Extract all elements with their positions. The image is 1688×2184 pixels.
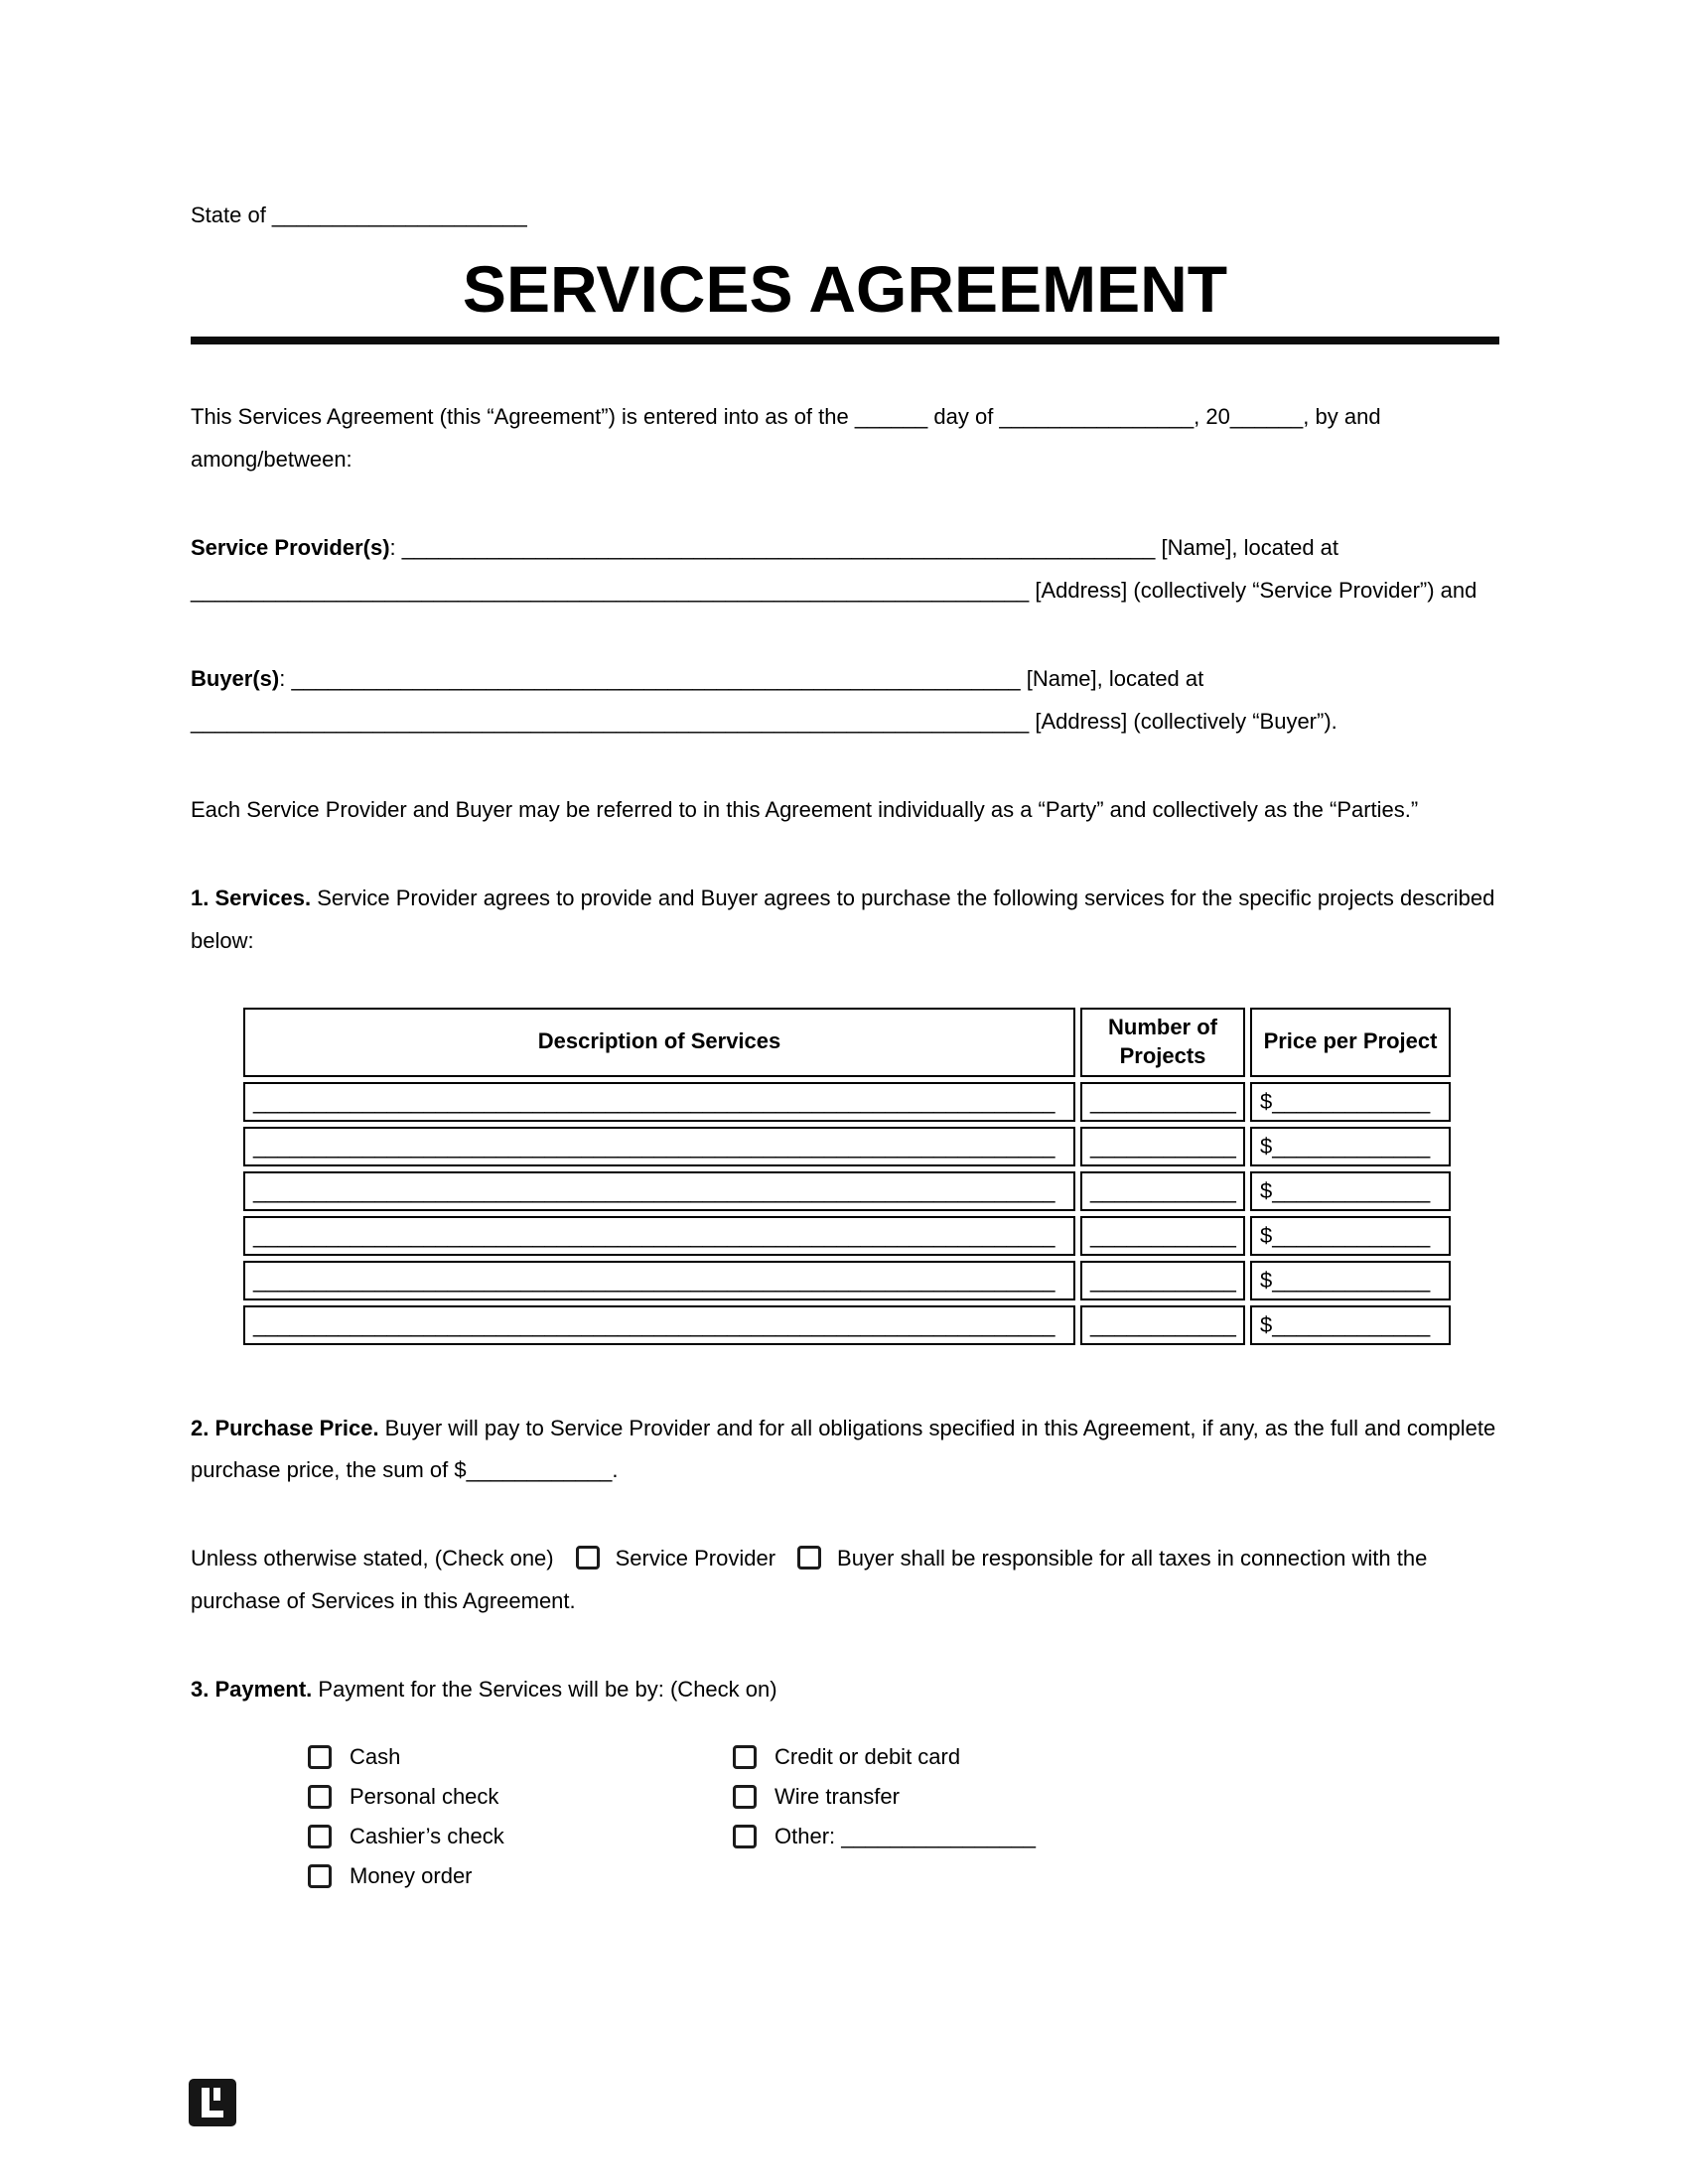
checkbox-wire-transfer[interactable] (733, 1785, 757, 1809)
section-2-purchase-price (191, 1408, 1499, 1493)
price-cell[interactable]: $_____________ (1250, 1305, 1451, 1345)
section-3-payment (191, 1669, 1499, 1711)
price-cell[interactable]: $_____________ (1250, 1216, 1451, 1256)
state-of-label: State of (191, 203, 266, 227)
table-row (243, 1127, 1451, 1166)
section-1-label: 1. Services. (191, 885, 312, 910)
buyer-text: : ____________________________________________________________ [Name], located at _____________________________________________________________________ [Address] (collectively “Buyer”). (191, 666, 1337, 734)
tax-responsibility-paragraph (191, 1538, 1499, 1623)
payment-option-label: Wire transfer (774, 1783, 900, 1809)
buyer-label: Buyer(s) (191, 666, 280, 692)
description-cell[interactable]: __________________________________________________________________ (243, 1082, 1075, 1122)
payment-option-label: Cashier’s check (350, 1823, 504, 1848)
description-cell[interactable]: __________________________________________________________________ (243, 1127, 1075, 1166)
payment-option-label: Cash (350, 1743, 401, 1769)
services-table (238, 1003, 1456, 1350)
tax-option-buyer: Buyer shall be responsible for all taxes in connection with the purchase of Services in this Agreement. (191, 1546, 1428, 1614)
payment-option-other (733, 1817, 1036, 1856)
checkbox-money-order[interactable] (308, 1864, 332, 1888)
payment-options-column-1 (308, 1737, 733, 1896)
buyer-paragraph (191, 658, 1499, 744)
checkbox-cash[interactable] (308, 1745, 332, 1769)
payment-option-wire-transfer (733, 1777, 1036, 1817)
table-row (243, 1171, 1451, 1211)
table-row (243, 1261, 1451, 1300)
section-1-text: Service Provider agrees to provide and Buyer agrees to purchase the following services for the specific projects described below: (191, 885, 1495, 953)
legaltemplates-logo (189, 2079, 236, 2126)
checkbox-service-provider[interactable] (576, 1546, 600, 1570)
tax-option-service-provider: Service Provider (615, 1546, 776, 1571)
table-row (243, 1216, 1451, 1256)
description-cell[interactable]: __________________________________________________________________ (243, 1171, 1075, 1211)
section-2-label: 2. Purchase Price. (191, 1415, 379, 1440)
col-header-description: Description of Services (243, 1008, 1075, 1077)
tax-prefix-text: Unless otherwise stated, (Check one) (191, 1546, 554, 1571)
payment-option-money-order (308, 1856, 733, 1896)
description-cell[interactable]: __________________________________________________________________ (243, 1305, 1075, 1345)
payment-option-cashiers-check (308, 1817, 733, 1856)
checkbox-cashiers-check[interactable] (308, 1825, 332, 1848)
payment-option-label: Personal check (350, 1783, 499, 1809)
table-row (243, 1082, 1451, 1122)
section-1-services (191, 878, 1499, 963)
services-table-header-row (243, 1008, 1451, 1077)
state-of-blank: _____________________ (271, 203, 527, 227)
title-divider (191, 337, 1499, 344)
col-header-price-per-project: Price per Project (1250, 1008, 1451, 1077)
page-title: SERVICES AGREEMENT (462, 251, 1228, 326)
payment-option-label: Money order (350, 1862, 473, 1888)
price-cell[interactable]: $_____________ (1250, 1127, 1451, 1166)
payment-options-column-2 (733, 1737, 1036, 1896)
payment-options (308, 1737, 1499, 1896)
projects-cell[interactable]: ____________ (1080, 1127, 1245, 1166)
projects-cell[interactable]: ____________ (1080, 1171, 1245, 1211)
checkbox-credit-or-debit-card[interactable] (733, 1745, 757, 1769)
section-2-text: Buyer will pay to Service Provider and for all obligations specified in this Agreement, if any, as the full and complete purchase price, the sum of $____________. (191, 1415, 1496, 1483)
section-3-label: 3. Payment. (191, 1677, 313, 1703)
service-provider-paragraph (191, 527, 1499, 613)
payment-option-personal-check (308, 1777, 733, 1817)
payment-option-label: Credit or debit card (774, 1743, 961, 1769)
checkbox-buyer[interactable] (797, 1546, 821, 1570)
description-cell[interactable]: __________________________________________________________________ (243, 1261, 1075, 1300)
projects-cell[interactable]: ____________ (1080, 1305, 1245, 1345)
section-3-text: Payment for the Services will be by: (Check on) (312, 1677, 777, 1703)
service-provider-text: : ______________________________________________________________ [Name], located at _____________________________________________________________________ [Address] (collectively “Service Provider”) and (191, 535, 1477, 604)
parties-paragraph: Each Service Provider and Buyer may be referred to in this Agreement individually as a “Party” and collectively as the “Parties.” (191, 796, 1419, 822)
payment-option-cash (308, 1737, 733, 1777)
payment-option-credit-or-debit-card (733, 1737, 1036, 1777)
service-provider-label: Service Provider(s) (191, 535, 390, 561)
projects-cell[interactable]: ____________ (1080, 1082, 1245, 1122)
description-cell[interactable]: __________________________________________________________________ (243, 1216, 1075, 1256)
checkbox-personal-check[interactable] (308, 1785, 332, 1809)
table-row (243, 1305, 1451, 1345)
checkbox-other[interactable] (733, 1825, 757, 1848)
col-header-number-of-projects: Number of Projects (1080, 1008, 1245, 1077)
intro-paragraph: This Services Agreement (this “Agreement”) is entered into as of the ______ day of ________________, 20______, by and among/between: (191, 404, 1381, 473)
payment-option-label: Other: ________________ (774, 1823, 1037, 1848)
projects-cell[interactable]: ____________ (1080, 1216, 1245, 1256)
state-of-line (191, 195, 1499, 237)
price-cell[interactable]: $_____________ (1250, 1171, 1451, 1211)
price-cell[interactable]: $_____________ (1250, 1082, 1451, 1122)
projects-cell[interactable]: ____________ (1080, 1261, 1245, 1300)
price-cell[interactable]: $_____________ (1250, 1261, 1451, 1300)
